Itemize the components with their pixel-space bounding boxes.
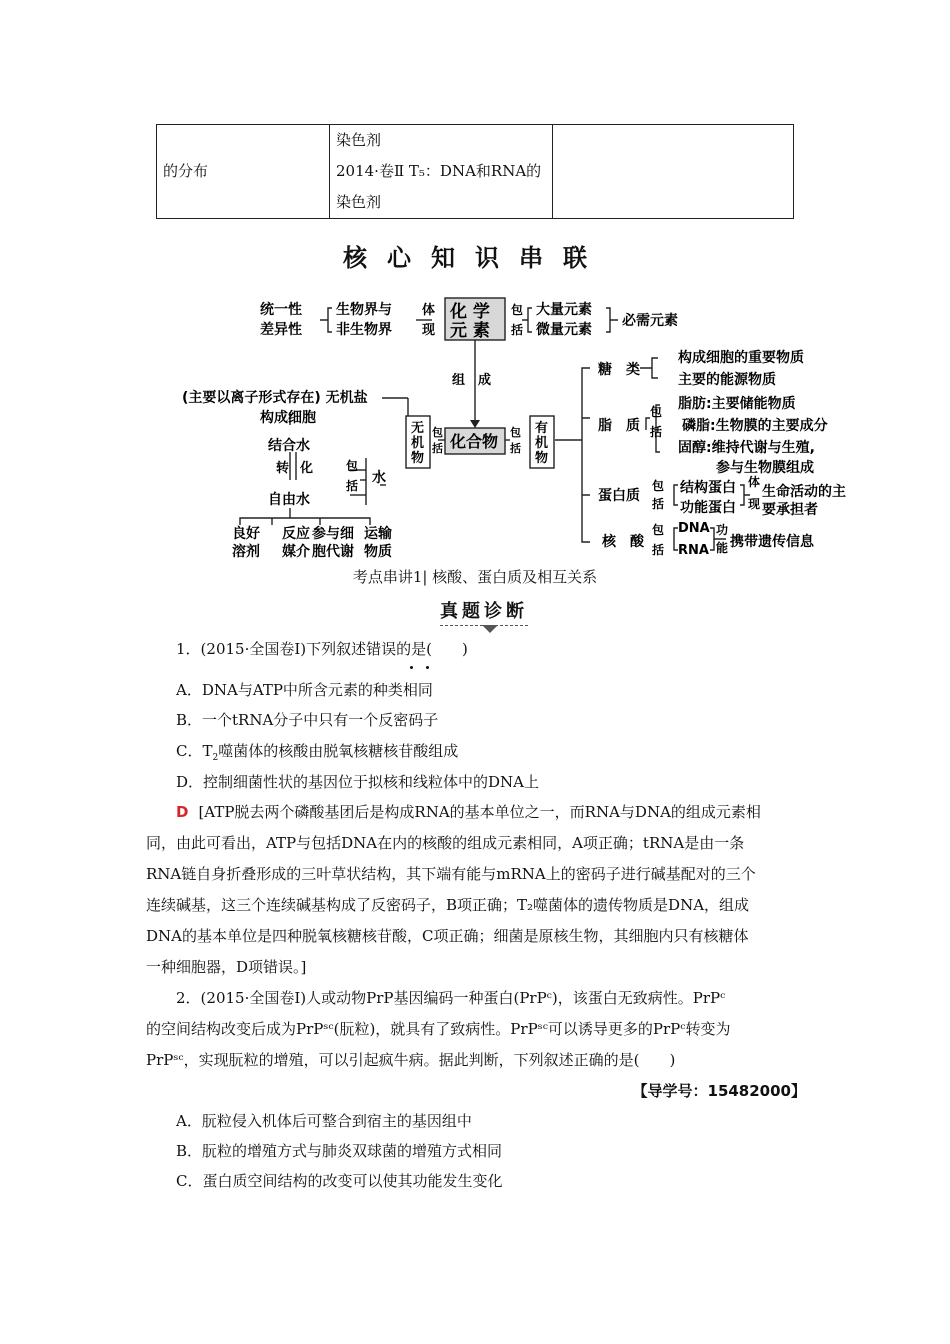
protein-fn: 生命活动的主 <box>762 484 846 500</box>
q2-line: 的空间结构改变后成为PrPˢᶜ(朊粒)，就具有了致病性。PrPˢᶜ可以诱导更多的PrPᶜ转变为 <box>146 1020 731 1038</box>
inorganic-char: 物 <box>411 451 425 466</box>
rna-label: RNA <box>678 543 709 558</box>
exp-line: 连续碱基，这三个连续碱基构成了反密码子，B项正确；T₂噬菌体的遗传物质是DNA，组成 <box>146 896 750 914</box>
lipid-fn: 参与生物膜组成 <box>716 460 814 476</box>
exp-line: DNA的基本单位是四种脱氧核糖核苷酸，C项正确；细菌是原核生物，其细胞内只有核糖体 <box>146 927 749 945</box>
q2-option-c: C．蛋白质空间结构的改变可以使其功能发生变化 <box>176 1172 503 1190</box>
q2-option-b: B．朊粒的增殖方式与肺炎双球菌的增殖方式相同 <box>176 1142 503 1160</box>
hua-label: 化 <box>300 461 314 476</box>
kuo-label: 括 <box>650 425 663 439</box>
inorganic-char: 无 <box>411 421 425 436</box>
function-label: 反应 <box>282 526 310 542</box>
free-water-label: 自由水 <box>268 492 310 508</box>
dna-label: DNA <box>678 521 710 536</box>
q1-option-a: A．DNA与ATP中所含元素的种类相同 <box>176 681 433 699</box>
diagnosis-heading: 真题诊断 <box>440 597 528 626</box>
kuo-label: 括 <box>511 323 524 337</box>
ti-label: 体 <box>422 303 436 318</box>
function-label: 良好 <box>232 526 260 542</box>
q1-option-c-post: 噬菌体的核酸由脱氧核糖核苷酸组成 <box>218 742 459 760</box>
concept-map <box>170 290 860 565</box>
q1-option-d: D．控制细菌性状的基因位于拟核和线粒体中的DNA上 <box>176 773 540 791</box>
kuo-label: 括 <box>432 442 443 455</box>
q1-stem: 1．(2015·全国卷Ⅰ)下列叙述错误的是( ) <box>176 640 468 658</box>
bao-label: 包 <box>432 426 443 439</box>
essential-label: 必需元素 <box>622 313 678 329</box>
bao-label: 包 <box>650 405 663 419</box>
kuo-label: 括 <box>652 497 665 511</box>
q2-line: 2．(2015·全国卷Ⅰ)人或动物PrP基因编码一种蛋白(PrPᶜ)，该蛋白无致病性。PrPᶜ <box>176 989 726 1007</box>
syllabus-table <box>156 124 794 219</box>
chem-element-label: 化 学 <box>450 302 490 322</box>
table-cell-exam <box>330 125 553 219</box>
protein-type: 功能蛋白 <box>680 500 736 516</box>
table-cell-line: 染色剂 <box>336 193 382 211</box>
cheng-label: 成 <box>478 373 492 388</box>
table-cell-empty <box>553 125 794 219</box>
zu-label: 组 <box>452 373 466 388</box>
ion-salt-label: (主要以离子形式存在) 无机盐 <box>182 390 368 406</box>
unity-label: 统一性 <box>260 302 302 318</box>
bao-label: 包 <box>652 479 665 493</box>
xian-label: 现 <box>422 323 436 338</box>
bao-label: 包 <box>510 426 521 439</box>
lipid-label: 脂 质 <box>598 418 640 434</box>
xian-label: 现 <box>748 497 761 511</box>
kuo-label: 括 <box>346 479 359 493</box>
bound-water-label: 结合水 <box>268 438 310 454</box>
organic-char: 物 <box>535 451 549 466</box>
sugar-label: 糖 类 <box>598 362 640 378</box>
brace <box>522 308 532 332</box>
function-label: 胞代谢 <box>312 544 354 560</box>
q1-option-c-sub: 2 <box>212 753 219 763</box>
section-title: 核心知识串联 <box>343 244 607 272</box>
cell-build-label: 构成细胞 <box>260 410 316 426</box>
micro-label: 微量元素 <box>536 322 592 338</box>
lipid-fn: 固醇:维持代谢与生殖, <box>678 440 815 456</box>
function-label: 运输 <box>364 526 392 542</box>
lipid-fn: 脂肪:主要储能物质 <box>678 396 796 412</box>
bao-label: 包 <box>346 459 359 473</box>
zhuan-label: 转 <box>276 461 290 476</box>
protein-fn: 要承担者 <box>762 502 818 518</box>
organic-char: 有 <box>535 421 549 436</box>
exp-line: 一种细胞器，D项错误。] <box>146 958 307 976</box>
guide-number: 【导学号：15482000】 <box>632 1082 806 1100</box>
protein-label: 蛋白质 <box>598 488 640 504</box>
heredity-label: 携带遗传信息 <box>730 534 814 550</box>
table-cell-line: 染色剂 <box>336 131 382 149</box>
emphasis-dot <box>410 666 413 669</box>
function-label: 媒介 <box>282 544 310 560</box>
function-label: 参与细 <box>312 526 354 542</box>
q2-stem <box>146 983 806 1107</box>
neng-label: 能 <box>716 541 729 555</box>
q2-option-a: A．朊粒侵入机体后可整合到宿主的基因组中 <box>176 1112 472 1130</box>
nonbio-world-label: 非生物界 <box>336 322 392 338</box>
ti-label: 体 <box>748 475 761 489</box>
exp-line: RNA链自身折叠形成的三叶草状结构，其下端有能与mRNA上的密码子进行碱基配对的三个 <box>146 865 756 883</box>
q1-explanation <box>146 797 806 983</box>
kuo-label: 括 <box>510 442 521 455</box>
lipid-fn: 磷脂:生物膜的主要成分 <box>682 418 828 434</box>
q2-line: PrPˢᶜ，实现朊粒的增殖，可以引起疯牛病。据此判断，下列叙述正确的是( ) <box>146 1051 676 1069</box>
emphasis-dot <box>426 666 429 669</box>
section-caption: 考点串讲1| 核酸、蛋白质及相互关系 <box>352 568 598 586</box>
function-label: 物质 <box>364 544 392 560</box>
nucleic-label: 核 酸 <box>602 534 644 550</box>
exp-line: [ATP脱去两个磷酸基团后是构成RNA的基本单位之一，而RNA与DNA的组成元素相 <box>198 803 761 821</box>
exp-line: 同，由此可看出，ATP与包括DNA在内的核酸的组成元素相同，A项正确；tRNA是由一条 <box>146 834 745 852</box>
q1-option-c-pre: C．T <box>176 742 213 760</box>
sugar-fn: 构成细胞的重要物质 <box>678 350 804 366</box>
kuo-label: 括 <box>652 543 665 557</box>
gong-label: 功 <box>716 523 729 537</box>
protein-type: 结构蛋白 <box>680 480 736 496</box>
q1-answer: D <box>176 803 189 821</box>
heading-marker <box>482 625 498 633</box>
inorganic-char: 机 <box>411 436 425 451</box>
difference-label: 差异性 <box>260 322 302 338</box>
table-cell-topic: 的分布 <box>157 125 330 219</box>
water-label: 水 <box>372 470 386 486</box>
bao-label: 包 <box>511 303 524 317</box>
q1-option-b: B．一个tRNA分子中只有一个反密码子 <box>176 711 439 729</box>
table-cell-line: 2014·卷Ⅱ T₅：DNA和RNA的 <box>336 162 542 180</box>
organic-char: 机 <box>535 436 549 451</box>
sugar-fn: 主要的能源物质 <box>678 372 776 388</box>
bio-world-label: 生物界与 <box>336 302 392 318</box>
bao-label: 包 <box>652 523 665 537</box>
chem-element-label: 元 素 <box>450 321 490 341</box>
macro-label: 大量元素 <box>536 302 592 318</box>
brace <box>320 308 332 332</box>
function-label: 溶剂 <box>232 544 260 560</box>
compound-label: 化合物 <box>450 432 499 451</box>
